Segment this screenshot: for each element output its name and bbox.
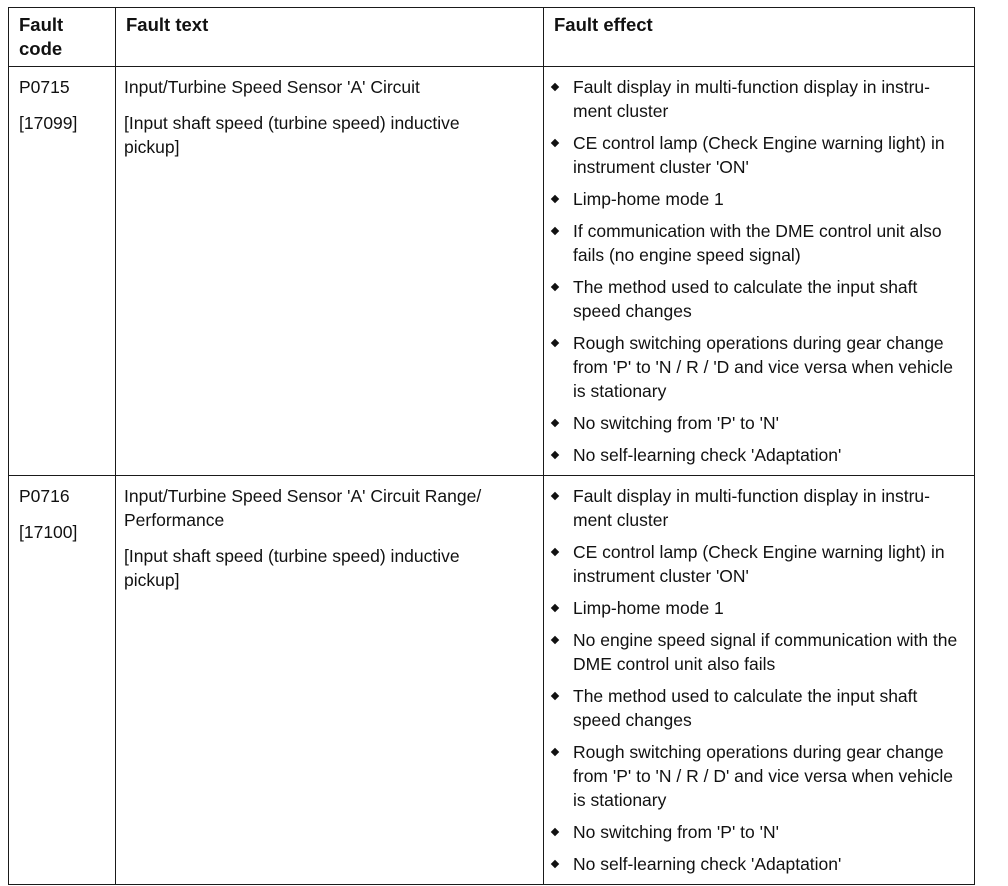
fault-text: Input/Turbine Speed Sensor 'A' Circuit xyxy=(124,77,420,97)
fault-code-cell xyxy=(9,67,116,476)
fault-effect-cell xyxy=(544,476,975,885)
header-fault-code: Fault code xyxy=(9,8,116,67)
diamond-bullet-icon xyxy=(551,860,559,868)
fault-text-cell xyxy=(116,67,544,476)
list-item: Limp-home mode 1 xyxy=(550,187,968,211)
list-item: No self-learning check 'Adaptation' xyxy=(550,443,968,467)
list-item: CE control lamp (Check Engine warning light) in instrument cluster 'ON' xyxy=(550,540,968,588)
fault-text-cell xyxy=(116,476,544,885)
list-item: If communication with the DME control unit also fails (no engine speed signal) xyxy=(550,219,968,267)
diamond-bullet-icon xyxy=(551,83,559,91)
fault-code: P0716 xyxy=(19,486,70,506)
diamond-bullet-icon xyxy=(551,492,559,500)
diamond-bullet-icon xyxy=(551,451,559,459)
list-item: Limp-home mode 1 xyxy=(550,596,968,620)
fault-code-alt: [17100] xyxy=(19,522,78,542)
table-row xyxy=(9,67,975,476)
table-row xyxy=(9,476,975,885)
list-item: The method used to calculate the input shaft speed changes xyxy=(550,275,968,323)
fault-subtext: [Input shaft speed (turbine speed) inductive pickup] xyxy=(124,113,460,157)
diamond-bullet-icon xyxy=(551,227,559,235)
diamond-bullet-icon xyxy=(551,283,559,291)
diamond-bullet-icon xyxy=(551,604,559,612)
header-row xyxy=(9,8,975,67)
fault-code-alt: [17099] xyxy=(19,113,78,133)
list-item: Fault display in multi-function display in instru-ment cluster xyxy=(550,75,968,123)
diamond-bullet-icon xyxy=(551,195,559,203)
diamond-bullet-icon xyxy=(551,339,559,347)
list-item: CE control lamp (Check Engine warning light) in instrument cluster 'ON' xyxy=(550,131,968,179)
fault-table xyxy=(8,7,975,885)
header-fault-effect: Fault effect xyxy=(544,8,975,67)
header-fault-text: Fault text xyxy=(116,8,544,67)
fault-code: P0715 xyxy=(19,77,70,97)
fault-code-cell xyxy=(9,476,116,885)
list-item: No engine speed signal if communication with the DME control unit also fails xyxy=(550,628,968,676)
diamond-bullet-icon xyxy=(551,828,559,836)
list-item: No self-learning check 'Adaptation' xyxy=(550,852,968,876)
diamond-bullet-icon xyxy=(551,548,559,556)
list-item: The method used to calculate the input shaft speed changes xyxy=(550,684,968,732)
list-item: Rough switching operations during gear change from 'P' to 'N / R / D' and vice versa when vehicle is stationary xyxy=(550,740,968,812)
fault-text: Input/Turbine Speed Sensor 'A' Circuit Range/ Performance xyxy=(124,486,482,530)
diamond-bullet-icon xyxy=(551,139,559,147)
effect-list xyxy=(544,67,974,475)
diamond-bullet-icon xyxy=(551,419,559,427)
fault-subtext: [Input shaft speed (turbine speed) inductive pickup] xyxy=(124,546,460,590)
effect-list xyxy=(544,476,974,884)
diamond-bullet-icon xyxy=(551,748,559,756)
fault-effect-cell xyxy=(544,67,975,476)
list-item: No switching from 'P' to 'N' xyxy=(550,411,968,435)
list-item: Rough switching operations during gear change from 'P' to 'N / R / 'D and vice versa when vehicle is stationary xyxy=(550,331,968,403)
diamond-bullet-icon xyxy=(551,692,559,700)
diamond-bullet-icon xyxy=(551,636,559,644)
list-item: No switching from 'P' to 'N' xyxy=(550,820,968,844)
list-item: Fault display in multi-function display in instru-ment cluster xyxy=(550,484,968,532)
